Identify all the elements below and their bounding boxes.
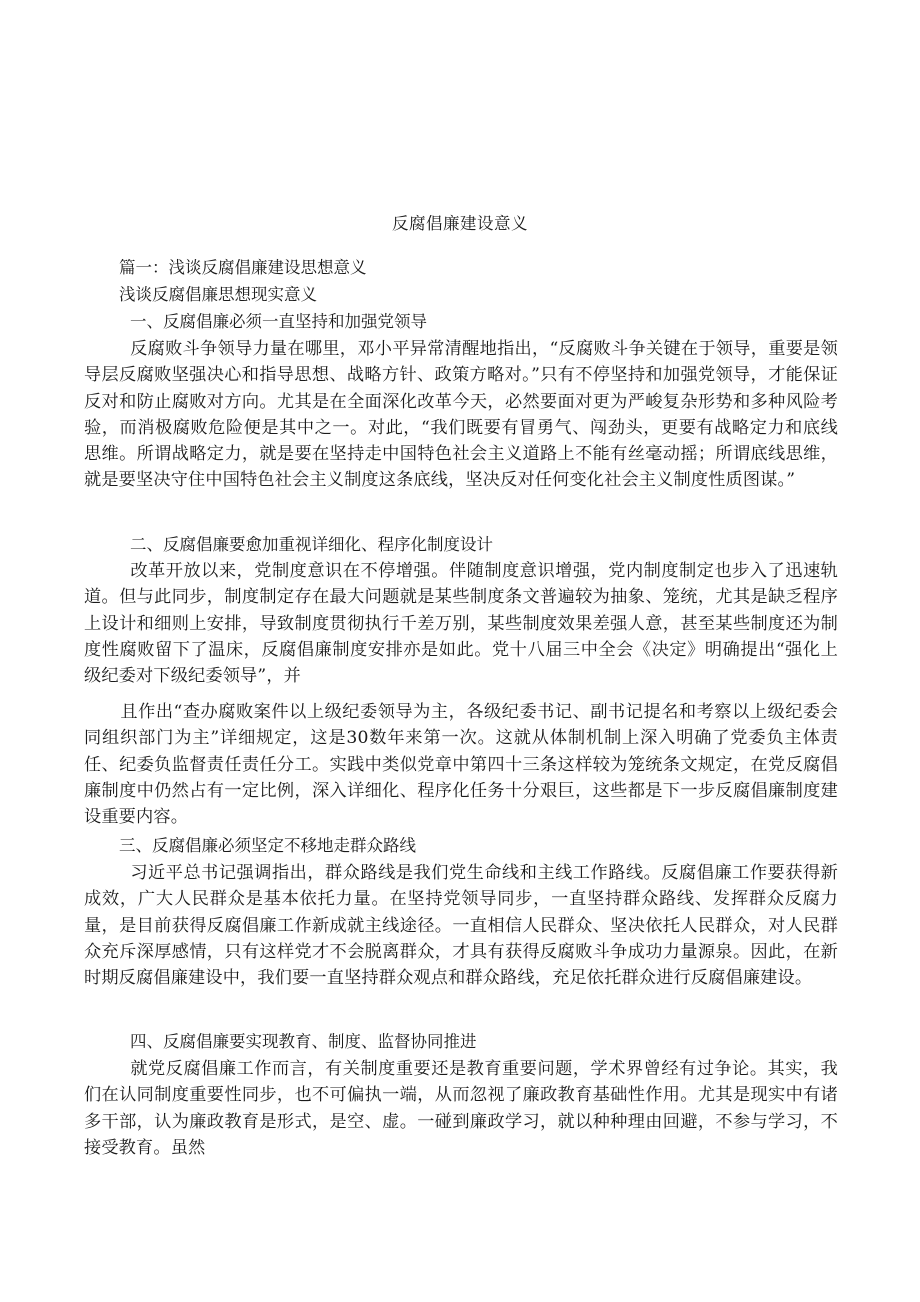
document-title: 反腐倡廉建设意义: [392, 214, 528, 233]
section-3-paragraph: [84, 860, 838, 991]
article-heading: 篇一：浅谈反腐倡廉建设思想意义: [119, 258, 367, 277]
article-subheading: 浅谈反腐倡廉思想现实意义: [119, 285, 317, 304]
section-2-paragraph-1: [84, 558, 838, 689]
section-4-heading: 四、反腐倡廉要实现教育、制度、监督协同推进: [130, 1032, 477, 1051]
section-2-heading: 二、反腐倡廉要愈加重视详细化、程序化制度设计: [130, 535, 493, 554]
section-2-paragraph-2: [84, 699, 838, 830]
section-4-paragraph: [84, 1056, 838, 1161]
section-2-paragraph-2-text: 且作出“查办腐败案件以上级纪委领导为主，各级纪委书记、副书记提名和考察以上级纪委会同组织部门为主”详细规定，这是30数年来第一次。这就从体制机制上深入明确了党委负主体责任、纪委负监督责任责任分工。实践中类似党章中第四十三条这样较为笼统条文规定，在党反腐倡廉制度中仍然占有一定比例，深入详细化、程序化任务十分艰巨，这些都是下一步反腐倡廉制度建设重要内容。: [84, 702, 838, 828]
section-1-paragraph: [84, 336, 838, 494]
section-3-heading: 三、反腐倡廉必须坚定不移地走群众路线: [119, 836, 416, 855]
section-2-paragraph-1-text: 改革开放以来，党制度意识在不停增强。伴随制度意识增强，党内制度制定也步入了迅速轨道。但与此同步，制度制定存在最大问题就是某些制度条文普遍较为抽象、笼统，尤其是缺乏程序上设计和细则上安排，导致制度贯彻执行千差万别，某些制度效果差强人意，甚至某些制度还为制度性腐败留下了温床，反腐倡廉制度安排亦是如此。党十八届三中全会《决定》明确提出“强化上级纪委对下级纪委领导”，并: [84, 561, 838, 687]
section-1-heading: 一、反腐倡廉必须一直坚持和加强党领导: [130, 312, 427, 331]
section-3-paragraph-text: 习近平总书记强调指出，群众路线是我们党生命线和主线工作路线。反腐倡廉工作要获得新成效，广大人民群众是基本依托力量。在坚持党领导同步，一直坚持群众路线、发挥群众反腐力量，是目前获得反腐倡廉工作新成就主线途径。一直相信人民群众、坚决依托人民群众，对人民群众充斥深厚感情，只有这样党才不会脱离群众，才具有获得反腐败斗争成功力量源泉。因此，在新时期反腐倡廉建设中，我们要一直坚持群众观点和群众路线，充足依托群众进行反腐倡廉建设。: [84, 863, 838, 989]
section-4-paragraph-text: 就党反腐倡廉工作而言，有关制度重要还是教育重要问题，学术界曾经有过争论。其实，我们在认同制度重要性同步，也不可偏执一端，从而忽视了廉政教育基础性作用。尤其是现实中有诸多干部，认为廉政教育是形式，是空、虚。一碰到廉政学习，就以种种理由回避，不参与学习，不接受教育。虽然: [84, 1059, 838, 1158]
section-1-paragraph-text: 反腐败斗争领导力量在哪里，邓小平异常清醒地指出，“反腐败斗争关键在于领导，重要是领导层反腐败坚强决心和指导思想、战略方针、政策方略对。”只有不停坚持和加强党领导，才能保证反对和防止腐败对方向。尤其是在全面深化改革今天，必然要面对更为严峻复杂形势和多种风险考验，而消极腐败危险便是其中之一。对此，“我们既要有冒勇气、闯劲头，更要有战略定力和底线思维。所谓战略定力，就是要在坚持走中国特色社会主义道路上不能有丝毫动摇；所谓底线思维，就是要坚决守住中国特色社会主义制度这条底线，坚决反对任何变化社会主义制度性质图谋。”: [84, 339, 838, 491]
